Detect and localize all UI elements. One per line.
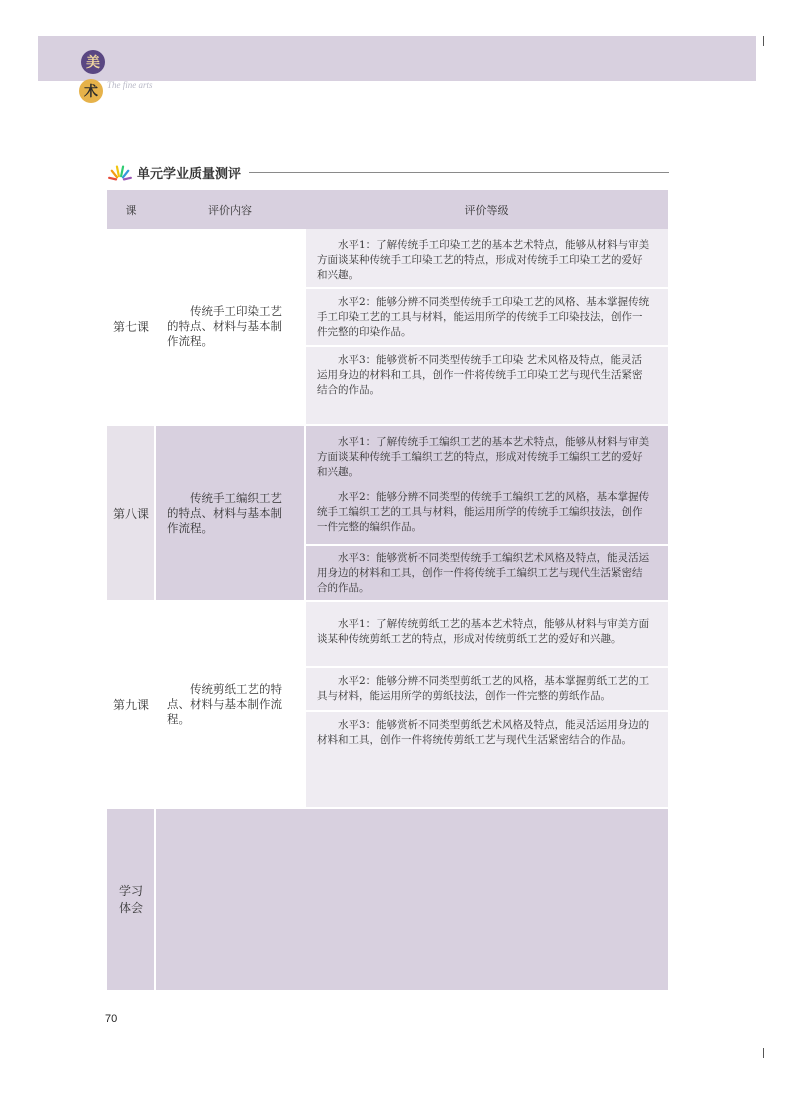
logo-char-top: 美 [81, 50, 105, 74]
level-text-8-2: 水平2：能够分辨不同类型的传统手工编织工艺的风格，基本掌握传统手工编织工艺的工具与材料，能运用所学的传统手工编织技法，创作一件完整的编织作品。 [317, 491, 650, 533]
level-cell-9-2 [305, 668, 668, 710]
study-label: 学习体会 [118, 883, 143, 915]
content-text-8: 传统手工编织工艺的特点、材料与基本制作流程。 [167, 490, 282, 535]
lesson-cell-7: 第七课 [107, 229, 155, 424]
level-text-8-3: 水平3：能够赏析不同类型传统手工编织艺术风格及特点，能灵活运用身边的材料和工具，创作一件将传统手工编织工艺与现代生活紧密结合的作品。 [317, 552, 650, 594]
content-cell-8 [155, 426, 305, 600]
content-text-9: 传统剪纸工艺的特点、材料与基本制作流程。 [167, 682, 282, 726]
level-text-8-1: 水平1：了解传统手工编织工艺的基本艺术特点，能够从材料与审美方面谈某种传统手工编织工艺的特点，形成对传统手工编织工艺的爱好和兴趣。 [317, 436, 650, 478]
level-cell-7-2 [305, 289, 668, 345]
content-text-7: 传统手工印染工艺的特点、材料与基本制作流程。 [167, 304, 282, 348]
rainbow-ray [112, 171, 117, 178]
logo-char-bottom: 术 [79, 79, 103, 103]
page-number: 70 [105, 1013, 118, 1025]
header-cell-lesson: 课 [107, 190, 155, 229]
section-title-text: 单元学业质量测评 [137, 166, 242, 182]
level-cell-7-1 [305, 229, 668, 287]
rainbow-ray [124, 178, 131, 180]
header-band [38, 36, 756, 81]
level-text-7-3: 水平3：能够赏析不同类型传统手工印染 艺术风格及特点，能灵活运用身边的材料和工具，创作一件将传统手工印染工艺与现代生活紧密结合的作品。 [317, 354, 643, 396]
rainbow-ray [121, 167, 123, 177]
rainbow-icon [107, 163, 133, 181]
level-cell-8-3 [305, 546, 668, 600]
section-title-rule [249, 172, 669, 173]
level-text-7-1: 水平1：了解传统手工印染工艺的基本艺术特点，能够从材料与审美方面谈某种传统手工印染工艺的特点，形成对传统手工印染工艺的爱好和兴趣。 [317, 239, 650, 281]
level-text-7-2: 水平2：能够分辨不同类型传统手工印染工艺的风格、基本掌握传统手工印染工艺的工具与材料，能运用所学的传统手工印染技法，创作一件完整的印染作品。 [317, 296, 650, 338]
rainbow-ray [117, 167, 119, 177]
rainbow-ray [123, 171, 128, 178]
level-text-9-1: 水平1：了解传统剪纸工艺的基本艺术特点，能够从材料与审美方面谈某种传统剪纸工艺的特点，形成对传统剪纸工艺的爱好和兴趣。 [317, 618, 650, 645]
evaluation-table [107, 190, 668, 990]
crop-mark-bottom [763, 1048, 764, 1058]
study-label-cell [107, 809, 155, 990]
section-title [107, 162, 669, 182]
level-text-9-3: 水平3：能够赏析不同类型剪纸艺术风格及特点，能灵活运用身边的材料和工具，创作一件将统传剪纸工艺与现代生活紧密结合的作品。 [317, 719, 650, 746]
header-cell-level: 评价等级 [305, 190, 668, 229]
level-text-9-2: 水平2：能够分辨不同类型剪纸工艺的风格，基本掌握剪纸工艺的工具与材料，能运用所学的剪纸技法，创作一件完整的剪纸作品。 [317, 675, 650, 702]
header-subtitle: The fine arts [107, 80, 153, 90]
column-divider-1 [154, 229, 156, 990]
column-divider-2 [304, 229, 306, 807]
lesson-cell-9: 第九课 [107, 602, 155, 807]
study-notes-area[interactable] [155, 809, 668, 990]
level-cell-9-3 [305, 712, 668, 807]
level-cell-8-12 [305, 426, 668, 544]
content-cell-7 [155, 229, 305, 424]
content-cell-9 [155, 602, 305, 807]
level-cell-7-3 [305, 347, 668, 424]
level-cell-9-1 [305, 602, 668, 666]
lesson-cell-8: 第八课 [107, 426, 155, 600]
header-cell-content: 评价内容 [155, 190, 305, 229]
crop-mark-top [763, 36, 764, 46]
rainbow-ray [109, 178, 116, 180]
